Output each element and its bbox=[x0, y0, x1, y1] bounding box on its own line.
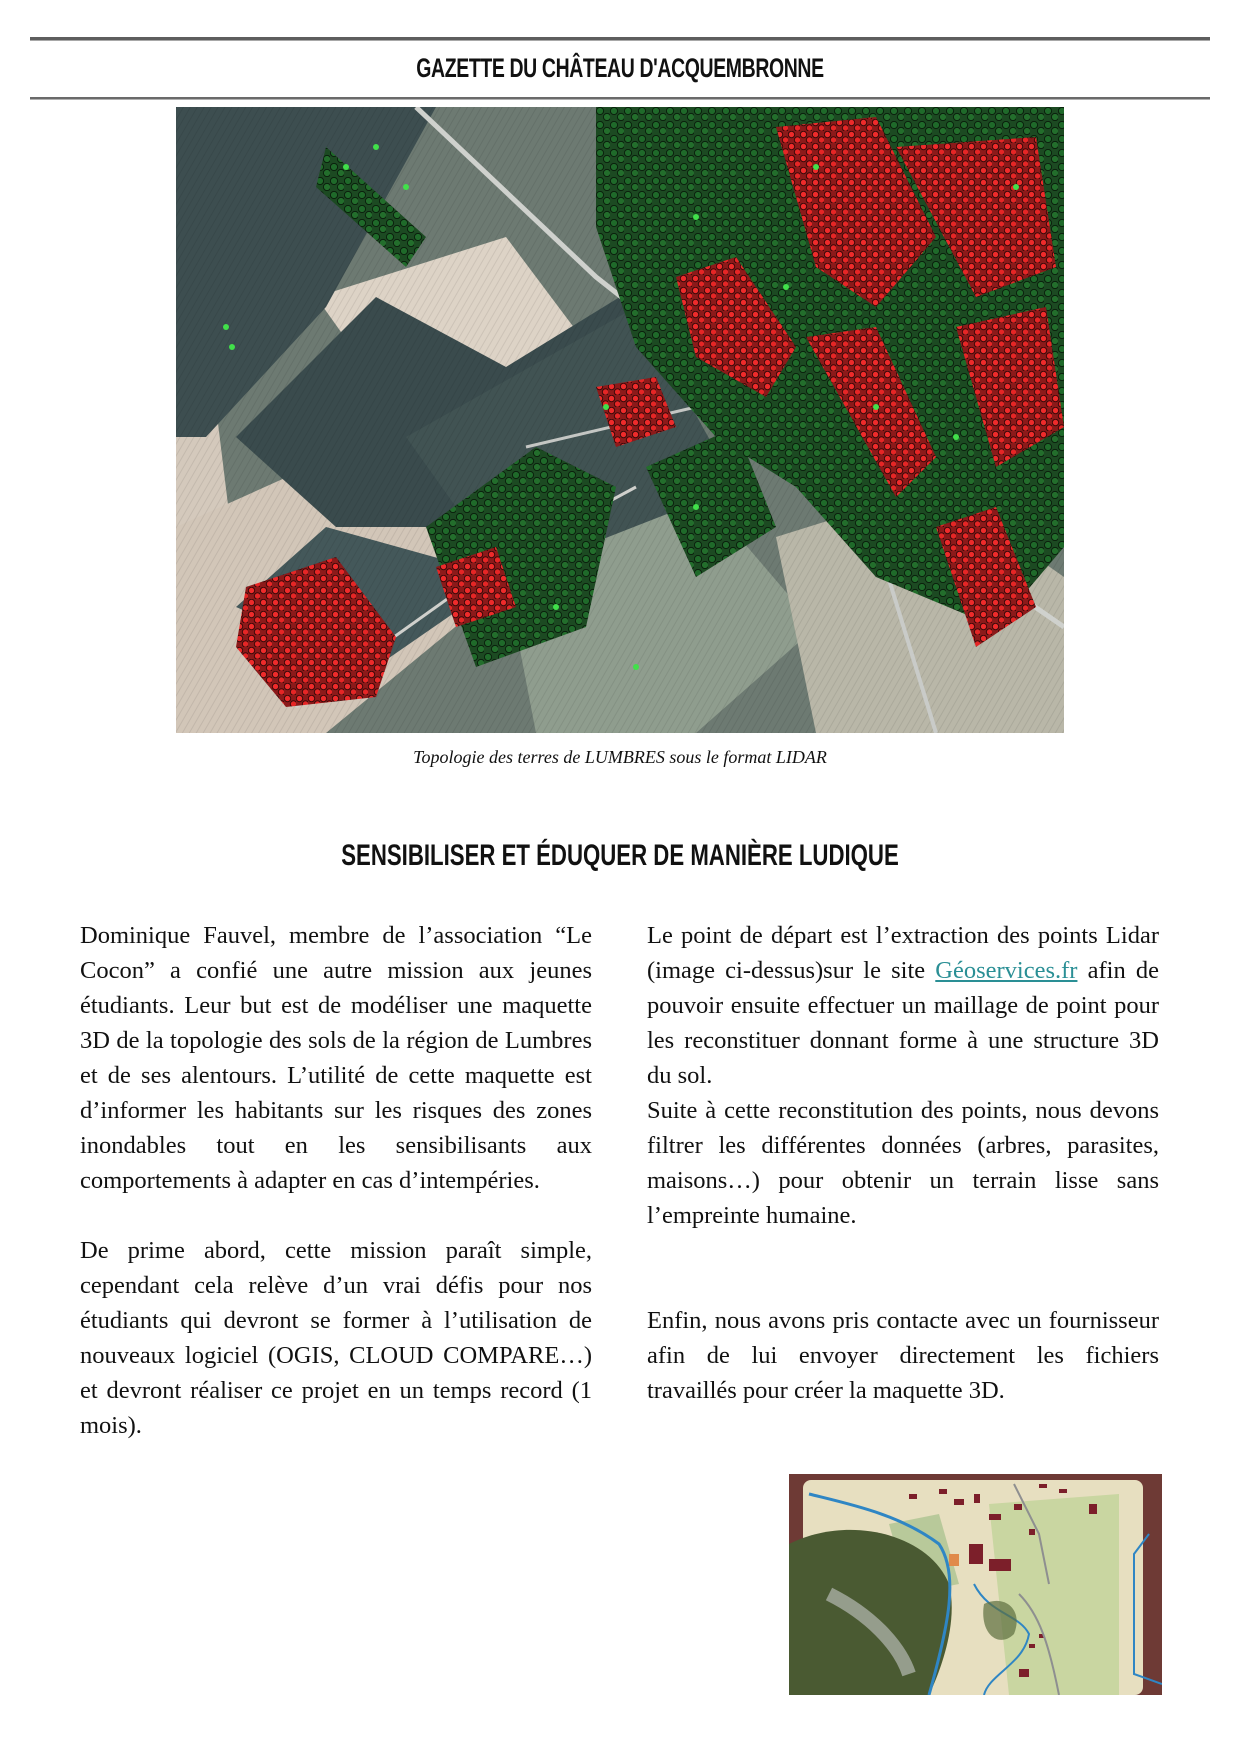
article-left-column bbox=[80, 918, 592, 1443]
paragraph-process bbox=[647, 918, 1159, 1093]
masthead-bottom-rule bbox=[30, 97, 1210, 100]
paragraph-intro: Dominique Fauvel, membre de l’association “Le Cocon” a confié une autre mission aux jeunes étudiants. Leur but est de modéliser une maquette 3D de la topologie des sols de la région de Lumbres et de ses alentours. L’utilité de cette maquette est d’informer les habitants sur les risques des zones inondables tout en les sensibilisants aux comportements à adapter en cas d’intempéries. bbox=[80, 922, 592, 1194]
paragraph-challenge: De prime abord, cette mission paraît simple, cependant cela relève d’un vrai défis pour nos étudiants qui devront se former à l’utilisation de nouveaux logiciel (OGIS, CLOUD COMPARE…) et devront réaliser ce projet en un temps record (1 mois). bbox=[80, 1237, 592, 1439]
section-heading: SENSIBILISER ET ÉDUQUER DE MANIÈRE LUDIQUE bbox=[341, 839, 899, 872]
masthead-top-rule bbox=[30, 37, 1210, 41]
paragraph-supplier: Enfin, nous avons pris contacte avec un fournisseur afin de lui envoyer directement les fichiers travaillés pour créer la maquette 3D. bbox=[647, 1307, 1159, 1404]
lidar-caption: Topologie des terres de LUMBRES sous le format LIDAR bbox=[413, 747, 827, 767]
geoservices-link[interactable]: Géoservices.fr bbox=[935, 957, 1078, 984]
lidar-image bbox=[176, 107, 1064, 733]
paragraph-filter: Suite à cette reconstitution des points, nous devons filtrer les différentes données (arbres, parasites, maisons…) pour obtenir un terrain lisse sans l’empreinte humaine. bbox=[647, 1097, 1159, 1229]
masthead-title: GAZETTE DU CHÂTEAU D'ACQUEMBRONNE bbox=[416, 53, 824, 83]
article-right-column bbox=[647, 918, 1159, 1408]
paragraph-process-end: afin de pouvoir ensuite effectuer un maillage de point pour les reconstituer donnant forme à une structure 3D du sol. bbox=[647, 957, 1159, 1089]
model-photo bbox=[789, 1474, 1162, 1695]
paragraph-process-start: Le point de départ est l’extraction des points Lidar (image ci-dessus)sur le site bbox=[647, 922, 1159, 984]
